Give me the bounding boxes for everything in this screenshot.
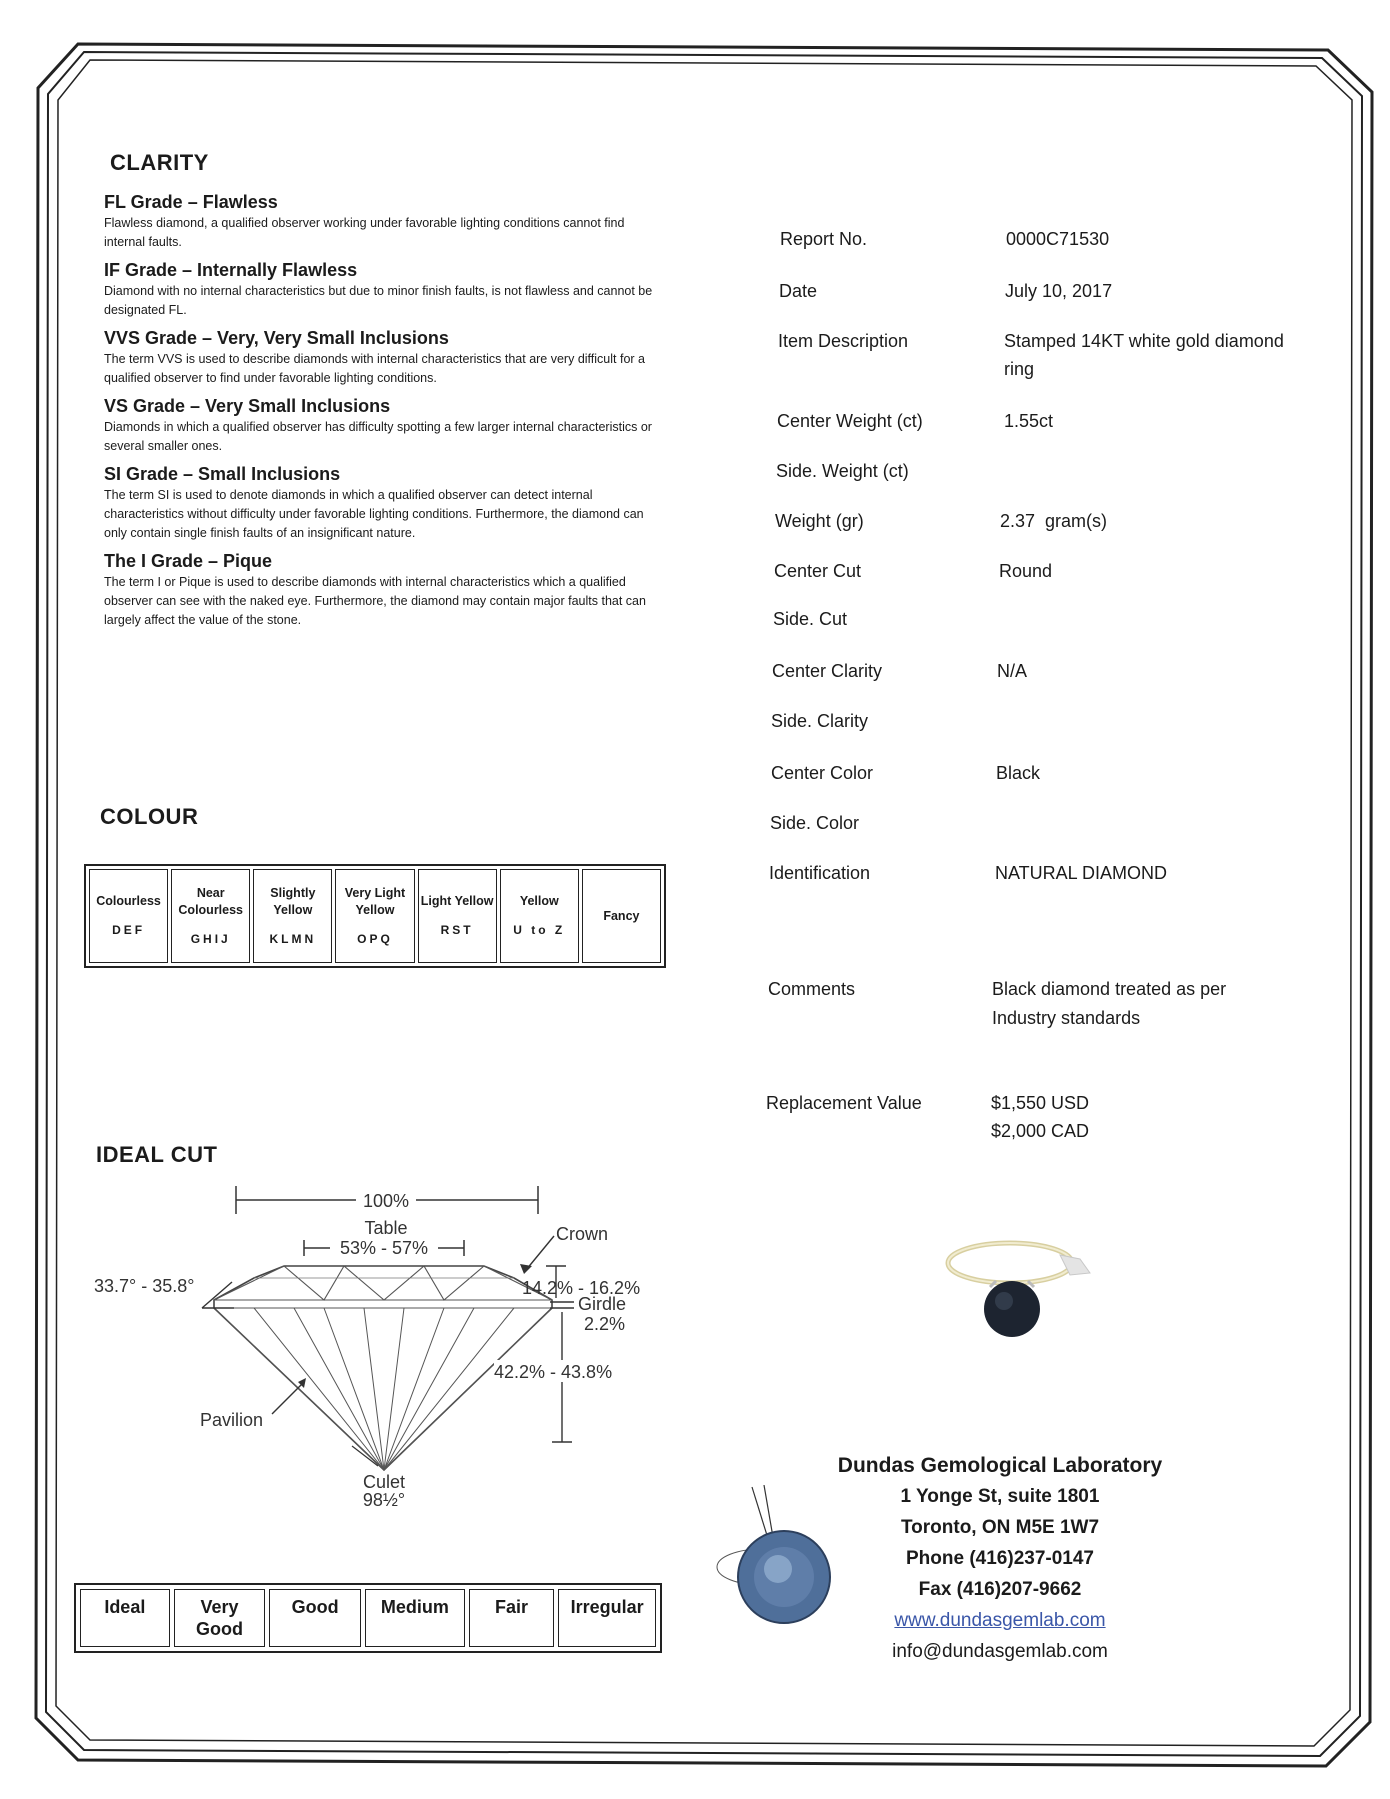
table-range-label: 53% - 57% bbox=[339, 1238, 429, 1258]
width-label: 100% bbox=[362, 1191, 410, 1211]
clarity-grade-i bbox=[104, 549, 664, 630]
colour-label: Near Colourless bbox=[178, 885, 244, 917]
field-label: Side. Clarity bbox=[771, 711, 869, 731]
field-value: 2.37 gram(s) bbox=[1000, 511, 1108, 531]
cut-grade-very-good: Very Good bbox=[174, 1589, 266, 1647]
colour-label: Colourless bbox=[96, 894, 161, 908]
lab-name: Dundas Gemological Laboratory bbox=[837, 1454, 1163, 1477]
field-value: 1.55ct bbox=[1004, 411, 1054, 431]
colour-cell-near-colourless bbox=[171, 869, 250, 963]
grade-description: The term VVS is used to describe diamonds with internal characteristics that are very difficult for a qualified observer to find under favorable lighting conditions. bbox=[104, 352, 645, 385]
clarity-heading: CLARITY bbox=[110, 150, 209, 175]
diamond-proportions-diagram bbox=[84, 1170, 684, 1510]
ideal-cut-heading: IDEAL CUT bbox=[96, 1142, 218, 1167]
colour-label: Yellow bbox=[519, 894, 559, 908]
culet-label: Culet bbox=[362, 1472, 406, 1492]
field-value: NATURAL DIAMOND bbox=[995, 863, 1168, 883]
pavilion-label: Pavilion bbox=[200, 1410, 264, 1430]
colour-letters: GHIJ bbox=[190, 931, 231, 946]
table-label: Table bbox=[364, 1218, 408, 1238]
lab-contact bbox=[780, 1450, 1220, 1667]
cut-grade-good: Good bbox=[269, 1589, 361, 1647]
grade-title: IF Grade – Internally Flawless bbox=[104, 260, 358, 280]
field-label: Side. Cut bbox=[773, 609, 848, 629]
colour-label: Slightly Yellow bbox=[270, 885, 316, 917]
field-label: Replacement Value bbox=[766, 1093, 922, 1113]
girdle-value-label: 2.2% bbox=[584, 1314, 626, 1334]
field-label: Center Weight (ct) bbox=[777, 411, 923, 431]
field-label: Comments bbox=[768, 979, 856, 999]
field-label: Center Cut bbox=[774, 561, 862, 581]
crown-height-label: 14.2% - 16.2% bbox=[522, 1278, 641, 1298]
culet-value-label: 98½° bbox=[362, 1490, 406, 1510]
lab-fax: Fax (416)207-9662 bbox=[918, 1579, 1082, 1600]
colour-letters: OPQ bbox=[357, 931, 393, 946]
lab-phone: Phone (416)237-0147 bbox=[906, 1548, 1094, 1569]
grade-title: VS Grade – Very Small Inclusions bbox=[104, 396, 391, 416]
grade-title: The I Grade – Pique bbox=[104, 551, 273, 571]
colour-cell-yellow bbox=[500, 869, 579, 963]
colour-letters: U to Z bbox=[513, 923, 566, 937]
girdle-label: Girdle bbox=[578, 1294, 627, 1314]
colour-heading: COLOUR bbox=[100, 804, 199, 829]
ring-photo bbox=[930, 1225, 1110, 1365]
crown-label: Crown bbox=[556, 1224, 609, 1244]
replacement-value-usd: $1,550 USD bbox=[991, 1093, 1090, 1113]
field-value: Black bbox=[996, 763, 1041, 783]
clarity-list bbox=[104, 184, 664, 630]
field-label: Date bbox=[779, 281, 818, 301]
clarity-grade-if bbox=[104, 258, 664, 320]
colour-label: Fancy bbox=[603, 908, 640, 923]
clarity-grade-si bbox=[104, 462, 664, 543]
field-label: Side. Weight (ct) bbox=[776, 461, 909, 481]
field-label: Report No. bbox=[780, 229, 868, 249]
colour-letters: KLMN bbox=[269, 931, 317, 946]
colour-label: Very Light Yellow bbox=[344, 885, 406, 917]
field-label: Weight (gr) bbox=[775, 511, 864, 531]
lab-email: info@dundasgemlab.com bbox=[892, 1641, 1108, 1662]
colour-label: Light Yellow bbox=[420, 894, 494, 908]
cut-grade-medium: Medium bbox=[365, 1589, 465, 1647]
grade-description: Diamonds in which a qualified observer has difficulty spotting a few larger internal characteristics or several smaller ones. bbox=[104, 420, 652, 453]
cut-grade-table bbox=[74, 1583, 662, 1653]
clarity-grade-vvs bbox=[104, 326, 664, 388]
field-label: Side. Color bbox=[770, 813, 860, 833]
clarity-grade-vs bbox=[104, 394, 664, 456]
field-value: July 10, 2017 bbox=[1005, 281, 1113, 301]
colour-cell-slightly-yellow bbox=[253, 869, 332, 963]
colour-cell-fancy bbox=[582, 869, 661, 963]
grade-description: The term I or Pique is used to describe diamonds with internal characteristics which a qualified observer can see with the naked eye. Furthermore, the diamond may contain major faults that can largely affect the value of the stone. bbox=[104, 575, 646, 627]
colour-letters: DEF bbox=[112, 923, 146, 937]
cut-grade-fair: Fair bbox=[469, 1589, 555, 1647]
lab-address-line2: Toronto, ON M5E 1W7 bbox=[900, 1517, 1100, 1538]
field-value: N/A bbox=[997, 661, 1028, 681]
colour-scale-table bbox=[84, 864, 666, 968]
field-label: Center Clarity bbox=[772, 661, 883, 681]
field-label: Identification bbox=[769, 863, 871, 883]
lab-address-line1: 1 Yonge St, suite 1801 bbox=[900, 1486, 1100, 1507]
clarity-grade-fl bbox=[104, 190, 664, 252]
cut-grade-irregular: Irregular bbox=[558, 1589, 656, 1647]
lab-website-link[interactable]: www.dundasgemlab.com bbox=[894, 1610, 1106, 1631]
field-label: Center Color bbox=[771, 763, 874, 783]
grade-title: FL Grade – Flawless bbox=[104, 192, 278, 212]
cut-grade-ideal: Ideal bbox=[80, 1589, 170, 1647]
pavilion-depth-label: 42.2% - 43.8% bbox=[494, 1362, 613, 1382]
colour-letters: RST bbox=[440, 923, 474, 937]
field-value: 0000C71530 bbox=[1006, 229, 1110, 249]
replacement-value-cad: $2,000 CAD bbox=[991, 1121, 1090, 1141]
grade-description: The term SI is used to denote diamonds in which a qualified observer can detect internal characteristics without difficulty under favorable lighting conditions. Furthermore, the diamond can only contain single finish faults of an insignificant nature. bbox=[104, 488, 644, 540]
colour-cell-colourless bbox=[89, 869, 168, 963]
colour-cell-light-yellow bbox=[418, 869, 497, 963]
field-value: Round bbox=[999, 561, 1053, 581]
field-value: Stamped 14KT white gold diamond ring bbox=[1004, 331, 1284, 379]
field-value bbox=[991, 1089, 1321, 1145]
grade-description: Diamond with no internal characteristics but due to minor finish faults, is not flawless and cannot be designated FL. bbox=[104, 284, 653, 317]
field-label: Item Description bbox=[778, 331, 909, 351]
crown-angle-label: 33.7° - 35.8° bbox=[94, 1276, 195, 1296]
grade-title: VVS Grade – Very, Very Small Inclusions bbox=[104, 328, 449, 348]
grade-description: Flawless diamond, a qualified observer working under favorable lighting conditions cannot find internal faults. bbox=[104, 216, 625, 249]
field-value: Black diamond treated as per Industry standards bbox=[992, 979, 1227, 1028]
colour-cell-very-light-yellow bbox=[335, 869, 414, 963]
grade-title: SI Grade – Small Inclusions bbox=[104, 464, 341, 484]
